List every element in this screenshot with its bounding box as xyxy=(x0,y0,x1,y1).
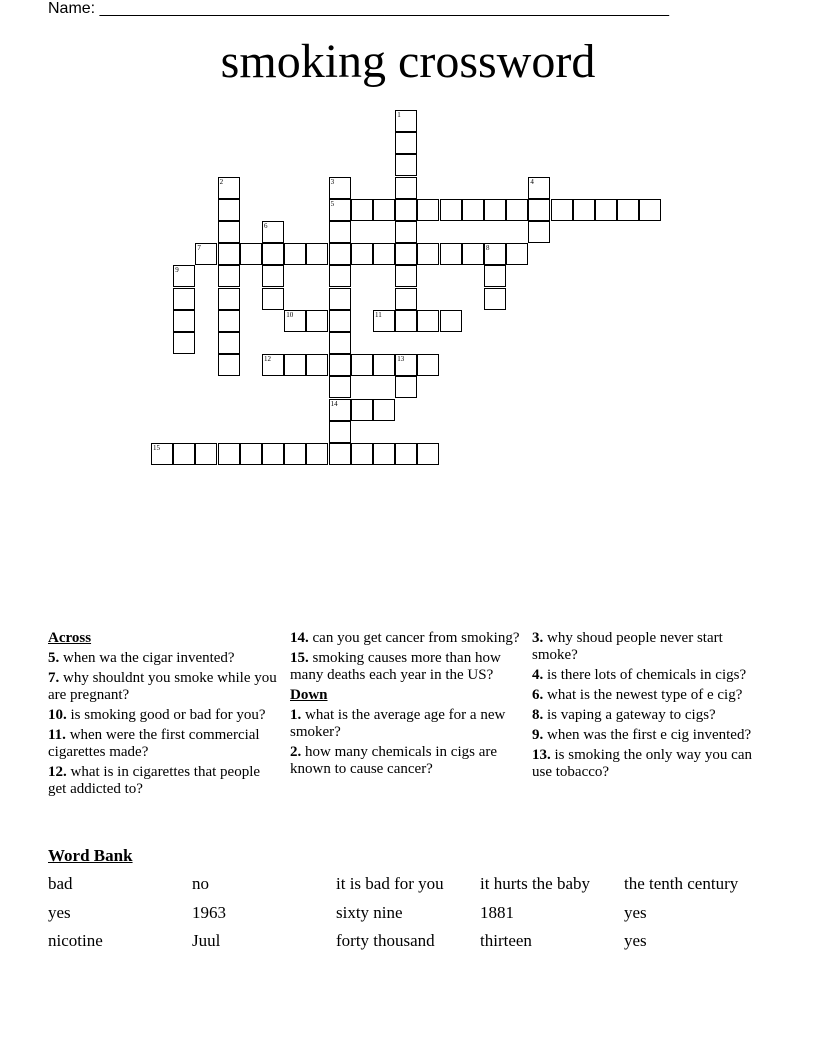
word-bank-word: it hurts the baby xyxy=(480,874,591,893)
word-bank-word: forty thousand xyxy=(336,931,435,950)
crossword-cell[interactable] xyxy=(329,443,351,465)
clue-number-label: 15. xyxy=(290,650,309,666)
word-bank-word: bad xyxy=(48,874,73,893)
word-bank-word: no xyxy=(192,874,209,893)
crossword-cell[interactable] xyxy=(329,332,351,354)
word-bank-word: the tenth century xyxy=(624,874,739,893)
crossword-cell[interactable] xyxy=(351,399,373,421)
crossword-cell[interactable] xyxy=(373,399,395,421)
crossword-cell[interactable] xyxy=(395,243,417,265)
crossword-cell[interactable] xyxy=(284,243,306,265)
clue-item xyxy=(290,707,525,741)
crossword-cell[interactable] xyxy=(218,243,240,265)
crossword-grid xyxy=(0,0,816,480)
crossword-cell[interactable] xyxy=(262,288,284,310)
crossword-cell[interactable] xyxy=(262,221,284,243)
clue-heading: Down xyxy=(290,687,328,703)
clue-text: can you get cancer from smoking? xyxy=(308,630,520,646)
clue-number-label: 6. xyxy=(532,687,544,703)
crossword-cell[interactable] xyxy=(262,243,284,265)
clue-number-label: 5. xyxy=(48,650,60,666)
clue-number: 12 xyxy=(264,355,271,364)
crossword-cell[interactable] xyxy=(484,265,506,287)
crossword-cell[interactable] xyxy=(573,199,595,221)
clue-item xyxy=(532,630,767,664)
crossword-cell[interactable] xyxy=(329,288,351,310)
crossword-cell[interactable] xyxy=(218,288,240,310)
crossword-cell[interactable] xyxy=(395,199,417,221)
clue-text: when was the first e cig invented? xyxy=(543,727,752,743)
clue-number-label: 10. xyxy=(48,707,67,723)
clue-number-label: 2. xyxy=(290,744,302,760)
clue-item xyxy=(532,687,767,704)
crossword-cell[interactable] xyxy=(306,443,328,465)
clues-column-1 xyxy=(48,630,278,801)
clue-item xyxy=(532,747,767,781)
crossword-cell[interactable] xyxy=(484,288,506,310)
crossword-cell[interactable] xyxy=(462,199,484,221)
clue-number-label: 7. xyxy=(48,670,60,686)
crossword-cell[interactable] xyxy=(262,354,284,376)
crossword-cell[interactable] xyxy=(484,199,506,221)
crossword-cell[interactable] xyxy=(440,310,462,332)
crossword-cell[interactable] xyxy=(218,177,240,199)
crossword-cell[interactable] xyxy=(462,243,484,265)
clue-item xyxy=(290,650,525,684)
crossword-cell[interactable] xyxy=(329,399,351,421)
crossword-cell[interactable] xyxy=(173,265,195,287)
word-bank-word: yes xyxy=(624,931,647,950)
crossword-cell[interactable] xyxy=(440,243,462,265)
clue-item xyxy=(48,764,278,798)
clue-number-label: 8. xyxy=(532,707,544,723)
crossword-cell[interactable] xyxy=(373,354,395,376)
clue-text: is smoking good or bad for you? xyxy=(66,707,266,723)
clue-number-label: 11. xyxy=(48,727,66,743)
word-bank-word: yes xyxy=(48,903,71,922)
crossword-cell[interactable] xyxy=(195,443,217,465)
crossword-cell[interactable] xyxy=(484,243,506,265)
clue-item xyxy=(48,650,278,667)
clue-number: 15 xyxy=(153,444,160,452)
crossword-cell[interactable] xyxy=(218,310,240,332)
crossword-cell[interactable] xyxy=(417,199,439,221)
crossword-cell[interactable] xyxy=(329,421,351,443)
crossword-cell[interactable] xyxy=(506,199,528,221)
crossword-cell[interactable] xyxy=(528,221,550,243)
crossword-cell[interactable] xyxy=(329,354,351,376)
clue-number-label: 4. xyxy=(532,667,544,683)
crossword-cell[interactable] xyxy=(329,199,351,221)
clue-text: how many chemicals in cigs are known to cause cancer? xyxy=(290,744,498,777)
crossword-cell[interactable] xyxy=(351,354,373,376)
clues-column-2 xyxy=(290,630,525,781)
crossword-cell[interactable] xyxy=(351,243,373,265)
clue-number-label: 1. xyxy=(290,707,302,723)
clue-text: is vaping a gateway to cigs? xyxy=(543,707,716,723)
crossword-cell[interactable] xyxy=(151,443,173,465)
crossword-cell[interactable] xyxy=(173,332,195,354)
crossword-cell[interactable] xyxy=(173,310,195,332)
crossword-cell[interactable] xyxy=(329,265,351,287)
crossword-cell[interactable] xyxy=(218,354,240,376)
clue-number-label: 9. xyxy=(532,727,544,743)
clue-item xyxy=(290,744,525,778)
crossword-cell[interactable] xyxy=(395,132,417,154)
crossword-cell[interactable] xyxy=(284,310,306,332)
word-bank-word: 1881 xyxy=(480,903,514,922)
crossword-cell[interactable] xyxy=(218,199,240,221)
clue-item xyxy=(290,630,525,647)
clue-number: 11 xyxy=(375,310,382,319)
clue-number: 3 xyxy=(330,177,335,186)
clue-item xyxy=(48,707,278,724)
crossword-cell[interactable] xyxy=(440,199,462,221)
clue-number: 5 xyxy=(330,199,335,208)
clue-number-label: 13. xyxy=(532,747,551,763)
clue-text: when were the first commercial cigarettes made? xyxy=(48,727,260,760)
crossword-cell[interactable] xyxy=(284,354,306,376)
clue-number-label: 3. xyxy=(532,630,544,646)
clue-number: 1 xyxy=(397,111,401,119)
word-bank-word: 1963 xyxy=(192,903,226,922)
crossword-cell[interactable] xyxy=(639,199,661,221)
crossword-cell[interactable] xyxy=(395,354,417,376)
page-title: smoking crossword xyxy=(220,35,596,88)
crossword-cell[interactable] xyxy=(218,265,240,287)
clue-number: 13 xyxy=(397,355,405,364)
crossword-cell[interactable] xyxy=(262,443,284,465)
word-bank-word: thirteen xyxy=(480,931,532,950)
crossword-cell[interactable] xyxy=(395,376,417,398)
crossword-cell[interactable] xyxy=(395,154,417,176)
clue-text: when wa the cigar invented? xyxy=(59,650,235,666)
clue-text: smoking causes more than how many deaths each year in the US? xyxy=(290,650,501,683)
clue-number: 9 xyxy=(175,266,179,275)
crossword-cell[interactable] xyxy=(395,110,417,132)
crossword-cell[interactable] xyxy=(373,443,395,465)
clue-item xyxy=(532,667,767,684)
crossword-cell[interactable] xyxy=(329,221,351,243)
word-bank-word: Juul xyxy=(192,931,221,950)
clues-column-3 xyxy=(532,630,767,784)
crossword-cell[interactable] xyxy=(329,376,351,398)
clue-text: why shouldnt you smoke while you are pregnant? xyxy=(48,670,277,703)
crossword-cell[interactable] xyxy=(306,354,328,376)
crossword-cell[interactable] xyxy=(617,199,639,221)
crossword-cell[interactable] xyxy=(218,443,240,465)
crossword-cell[interactable] xyxy=(329,177,351,199)
clue-number: 14 xyxy=(330,399,338,408)
crossword-cell[interactable] xyxy=(373,310,395,332)
crossword-cell[interactable] xyxy=(306,243,328,265)
crossword-cell[interactable] xyxy=(195,243,217,265)
crossword-cell[interactable] xyxy=(595,199,617,221)
clue-number: 7 xyxy=(197,244,201,253)
crossword-cell[interactable] xyxy=(351,199,373,221)
crossword-cell[interactable] xyxy=(351,443,373,465)
crossword-cell[interactable] xyxy=(329,310,351,332)
crossword-cell[interactable] xyxy=(218,221,240,243)
word-bank-word: yes xyxy=(624,903,647,922)
clue-item xyxy=(48,670,278,704)
crossword-cell[interactable] xyxy=(528,199,550,221)
clue-text: is there lots of chemicals in cigs? xyxy=(543,667,747,683)
crossword-cell[interactable] xyxy=(417,243,439,265)
clue-text: what is the newest type of e cig? xyxy=(543,687,743,703)
crossword-cell[interactable] xyxy=(218,332,240,354)
crossword-cell[interactable] xyxy=(240,243,262,265)
crossword-cell[interactable] xyxy=(395,443,417,465)
crossword-cell[interactable] xyxy=(329,243,351,265)
name-field-label: Name: ________________________________________________________________ xyxy=(48,0,670,17)
crossword-cell[interactable] xyxy=(373,199,395,221)
crossword-cell[interactable] xyxy=(240,443,262,465)
word-bank-word: nicotine xyxy=(48,931,103,950)
word-bank-title: Word Bank xyxy=(48,846,133,865)
crossword-cell[interactable] xyxy=(373,243,395,265)
clue-text: why shoud people never start smoke? xyxy=(532,630,723,663)
crossword-cell[interactable] xyxy=(506,243,528,265)
crossword-cell[interactable] xyxy=(395,221,417,243)
crossword-cell[interactable] xyxy=(528,177,550,199)
crossword-cell[interactable] xyxy=(306,310,328,332)
clue-number-label: 12. xyxy=(48,764,67,780)
crossword-cell[interactable] xyxy=(284,443,306,465)
crossword-cell[interactable] xyxy=(262,265,284,287)
clue-text: what is in cigarettes that people get addicted to? xyxy=(48,764,261,797)
crossword-cell[interactable] xyxy=(395,310,417,332)
clue-number: 10 xyxy=(286,310,294,319)
clue-number: 4 xyxy=(530,177,534,186)
clue-number: 2 xyxy=(219,177,224,186)
crossword-cell[interactable] xyxy=(417,443,439,465)
clue-text: is smoking the only way you can use tobacco? xyxy=(532,747,752,780)
clue-number-label: 14. xyxy=(290,630,309,646)
crossword-cell[interactable] xyxy=(551,199,573,221)
clue-item xyxy=(532,727,767,744)
clue-item xyxy=(532,707,767,724)
clue-heading: Across xyxy=(48,630,92,646)
crossword-cell[interactable] xyxy=(173,443,195,465)
word-bank-word: it is bad for you xyxy=(336,874,444,893)
word-bank-word: sixty nine xyxy=(336,903,403,922)
crossword-cell[interactable] xyxy=(395,177,417,199)
crossword-cell[interactable] xyxy=(173,288,195,310)
clue-item xyxy=(48,727,278,761)
crossword-cell[interactable] xyxy=(395,265,417,287)
crossword-cell[interactable] xyxy=(417,354,439,376)
crossword-cell[interactable] xyxy=(417,310,439,332)
clue-number: 8 xyxy=(486,244,490,253)
clue-number: 6 xyxy=(264,222,268,230)
clue-text: what is the average age for a new smoker? xyxy=(290,707,506,740)
crossword-cell[interactable] xyxy=(395,288,417,310)
